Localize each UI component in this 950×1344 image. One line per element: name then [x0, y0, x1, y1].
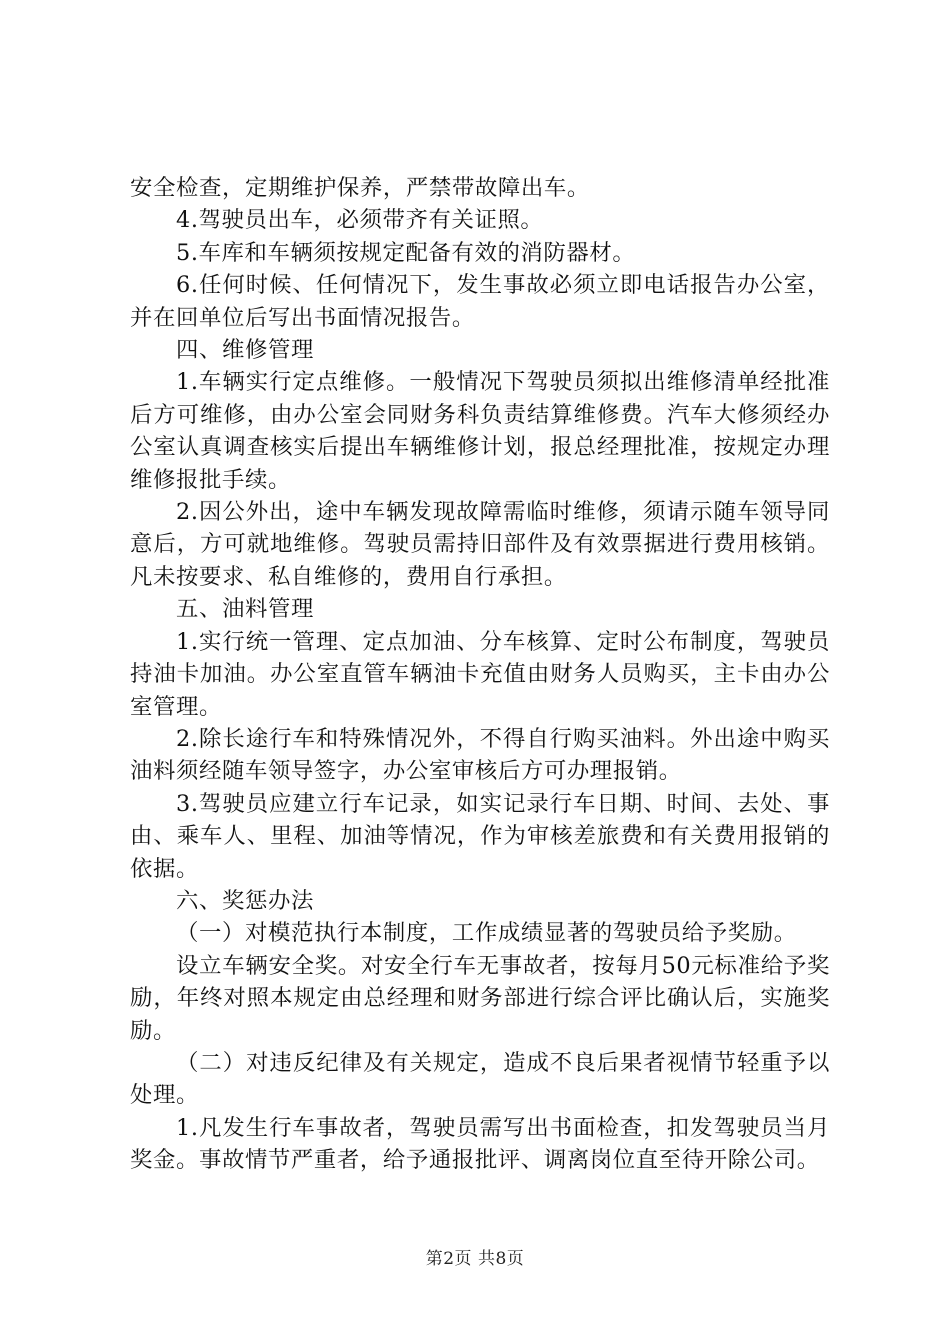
- document-body: [130, 172, 830, 1177]
- paragraph-4: 6.任何时候、任何情况下，发生事故必须立即电话报告办公室，并在回单位后写出书面情况报告。: [130, 272, 830, 331]
- paragraph-1: 安全检查，定期维护保养，严禁带故障出车。: [130, 175, 590, 201]
- paragraph-2: 4.驾驶员出车，必须带齐有关证照。: [176, 207, 544, 234]
- page-number-footer: 第2页 共8页: [425, 1249, 525, 1269]
- paragraph-9: 1.实行统一管理、定点加油、分车核算、定时公布制度，驾驶员持油卡加油。办公室直管车辆油卡充值由财务人员购买，主卡由办公室管理。: [130, 628, 830, 720]
- paragraph-14: 设立车辆安全奖。对安全行车无事故者，按每月50元标准给予奖励，年终对照本规定由总经理和财务部进行综合评比确认后，实施奖励。: [130, 952, 830, 1044]
- paragraph-16: 1.凡发生行车事故者，驾驶员需写出书面检查，扣发驾驶员当月奖金。事故情节严重者，给予通报批评、调离岗位直至待开除公司。: [130, 1114, 830, 1174]
- paragraph-7: 2.因公外出，途中车辆发现故障需临时维修，须请示随车领导同意后，方可就地维修。驾驶员需持旧部件及有效票据进行费用核销。凡未按要求、私自维修的，费用自行承担。: [130, 499, 830, 590]
- paragraph-13: （一）对模范执行本制度，工作成绩显著的驾驶员给予奖励。: [176, 920, 797, 947]
- paragraph-6: 1.车辆实行定点维修。一般情况下驾驶员须拟出维修清单经批准后方可维修，由办公室会同财务科负责结算维修费。汽车大修须经办公室认真调查核实后提出车辆维修计划，报总经理批准，按规定办理维修报批手续。: [130, 369, 830, 493]
- paragraph-11: 3.驾驶员应建立行车记录，如实记录行车日期、时间、去处、事由、乘车人、里程、加油等情况，作为审核差旅费和有关费用报销的依据。: [130, 790, 830, 882]
- section-heading-fuel: 五、油料管理: [176, 596, 314, 623]
- section-heading-maintenance: 四、维修管理: [176, 337, 314, 364]
- paragraph-15: （二）对违反纪律及有关规定，造成不良后果者视情节轻重予以处理。: [130, 1049, 830, 1109]
- paragraph-3: 5.车库和车辆须按规定配备有效的消防器材。: [176, 239, 636, 266]
- section-heading-rewards: 六、奖惩办法: [176, 887, 314, 914]
- paragraph-10: 2.除长途行车和特殊情况外，不得自行购买油料。外出途中购买油料须经随车领导签字，办公室审核后方可办理报销。: [130, 725, 830, 785]
